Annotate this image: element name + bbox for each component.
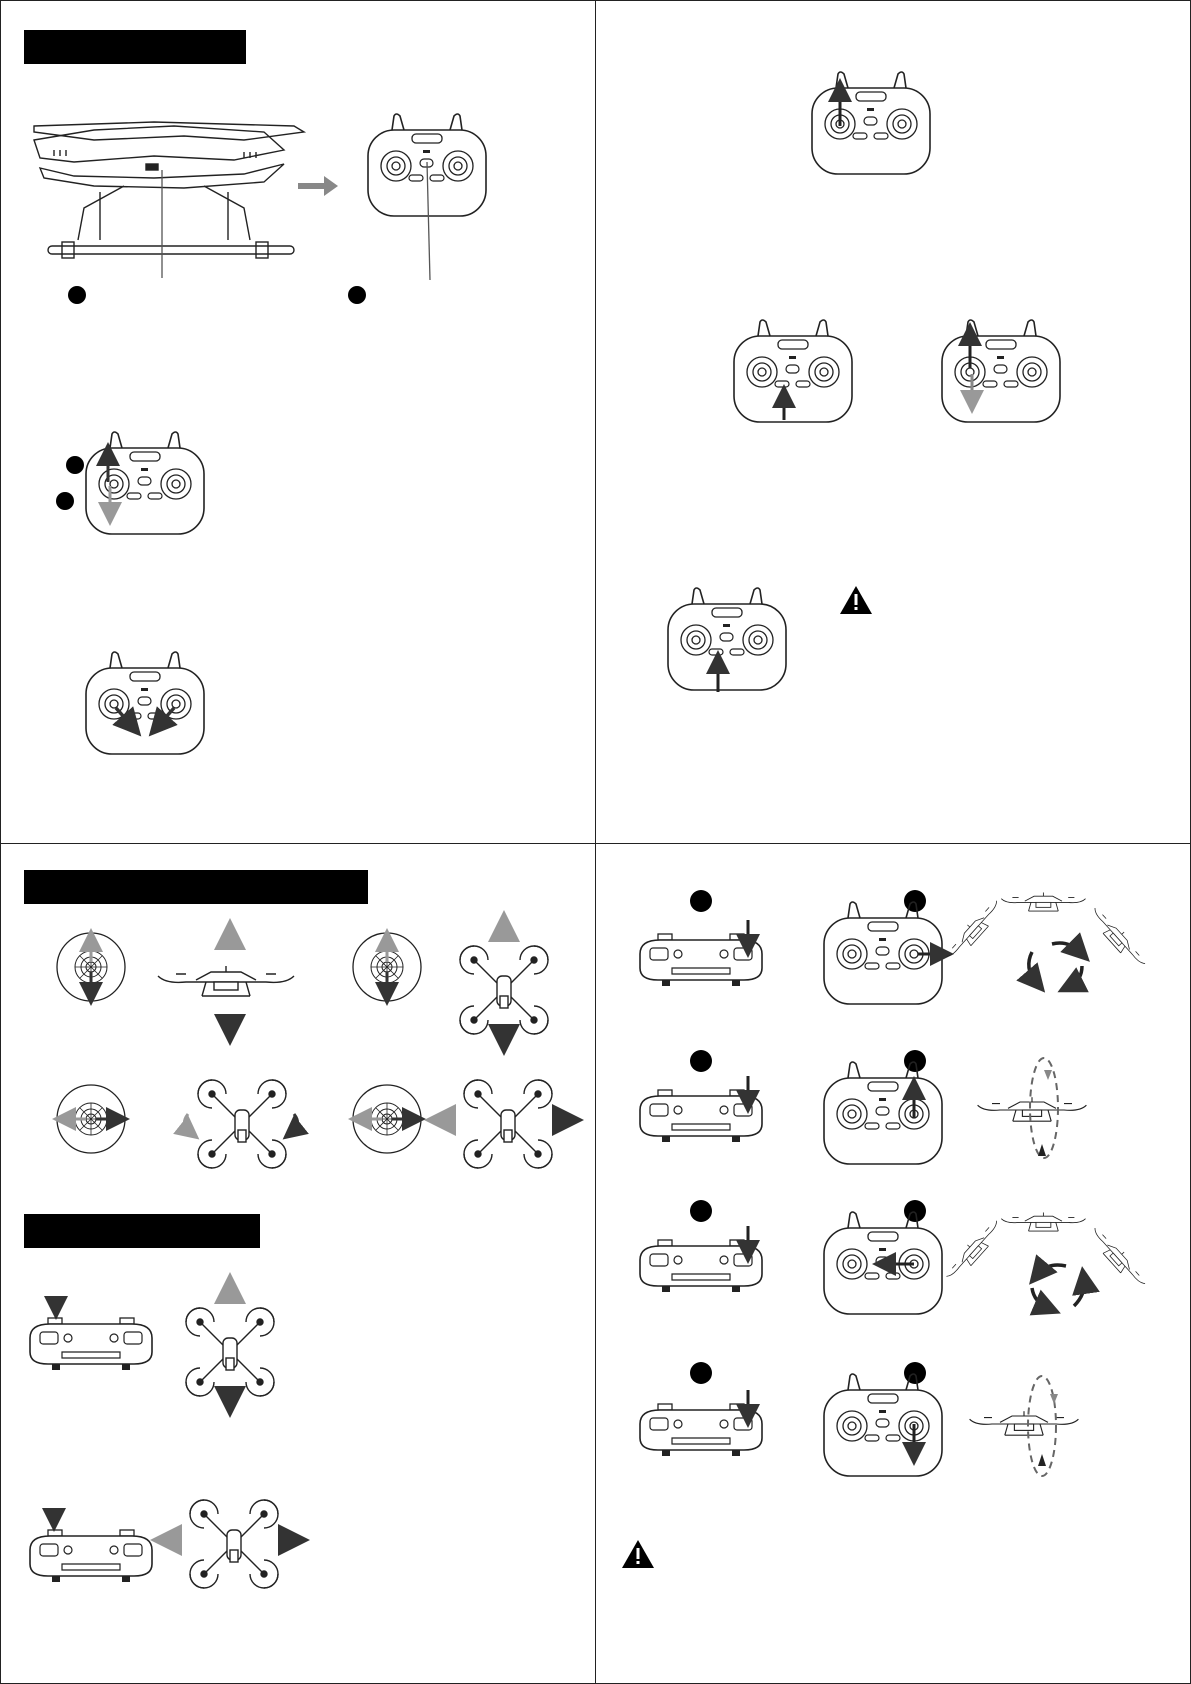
drone-top-view xyxy=(178,1282,288,1410)
drone-top-view xyxy=(176,1070,306,1180)
step-marker xyxy=(690,1362,712,1384)
remote-controller-top xyxy=(636,1382,768,1456)
remote-controller-front xyxy=(818,1372,948,1492)
panel-divider-vertical xyxy=(595,0,596,1684)
joystick-disc-icon xyxy=(56,1084,128,1156)
bullet-icon xyxy=(348,286,366,304)
drone-top-view xyxy=(434,1070,574,1180)
warning-triangle-icon xyxy=(838,584,874,616)
remote-controller-front xyxy=(806,70,936,190)
bullet-icon xyxy=(68,286,86,304)
roll-right-scene xyxy=(940,890,1170,1000)
roll-left-scene xyxy=(940,1210,1170,1320)
remote-controller-top xyxy=(636,912,768,986)
remote-controller-front xyxy=(936,318,1066,438)
arrow-right-icon xyxy=(296,172,340,200)
joystick-disc-icon xyxy=(56,932,128,1004)
drone-top-view xyxy=(452,920,562,1048)
drone-top-view xyxy=(160,1490,300,1600)
remote-controller-front xyxy=(80,650,210,770)
section-heading-bar xyxy=(24,1214,260,1248)
remote-controller-front xyxy=(818,1210,948,1330)
remote-controller-top xyxy=(26,1508,158,1582)
remote-controller-front xyxy=(362,112,492,232)
flip-forward-scene xyxy=(972,1052,1112,1162)
joystick-disc-icon xyxy=(352,1084,424,1156)
section-heading-bar xyxy=(24,30,246,64)
remote-controller-top xyxy=(26,1296,158,1370)
remote-controller-front xyxy=(728,318,858,438)
panel-divider-horizontal xyxy=(0,843,1191,844)
drone-side-view xyxy=(156,926,306,1036)
warning-triangle-icon xyxy=(620,1538,656,1570)
step-marker xyxy=(690,890,712,912)
bullet-icon xyxy=(56,492,74,510)
remote-controller-front xyxy=(818,900,948,1020)
remote-controller-top xyxy=(636,1218,768,1292)
remote-controller-front xyxy=(818,1060,948,1180)
section-heading-bar xyxy=(24,870,368,904)
flip-backward-scene xyxy=(968,1370,1108,1480)
drone-side-view xyxy=(34,120,304,280)
remote-controller-front xyxy=(80,430,210,550)
remote-controller-top xyxy=(636,1068,768,1142)
joystick-disc-icon xyxy=(352,932,424,1004)
remote-controller-front xyxy=(662,586,792,706)
